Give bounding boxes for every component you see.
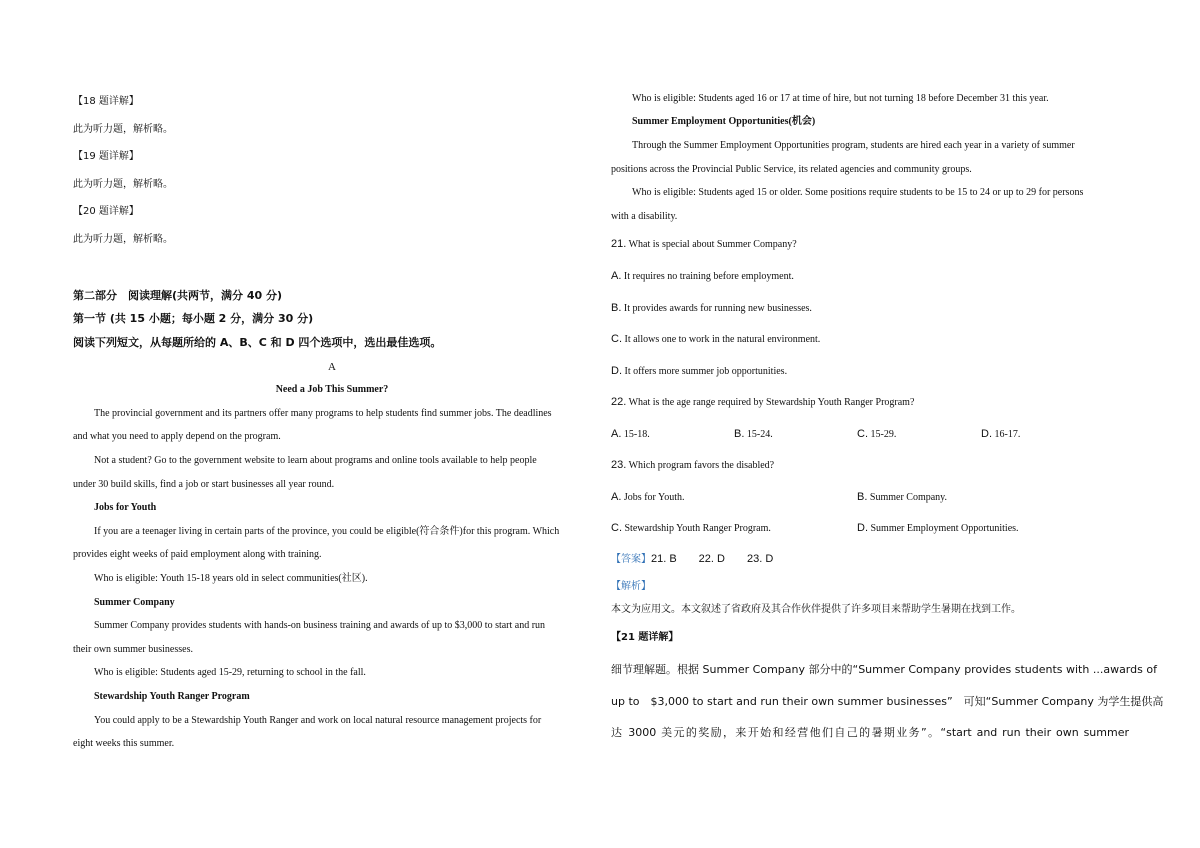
paragraph-1-line-2: and what you need to apply depend on the program. <box>73 431 281 442</box>
paragraph-4: Who is eligible: Youth 15-18 years old in select communities(社区). <box>94 573 368 584</box>
q18-body: 此为听力题，解析略。 <box>73 124 173 135</box>
detail-line-2: up to $3,000 to start and run their own summer businesses” 可知“Summer Company 为学生提供高 <box>611 695 1164 708</box>
q22-option-a: A. 15-18. <box>611 428 650 440</box>
passage-label: A <box>328 361 336 373</box>
question-22: 22. What is the age range required by Stewardship Youth Ranger Program? <box>611 396 915 408</box>
analysis-text: 本文为应用文。本文叙述了省政府及其合作伙伴提供了许多项目来帮助学生暑期在找到工作。 <box>611 604 1021 615</box>
paragraph-5-line-1: Summer Company provides students with hands-on business training and awards of up to $3,000 to start and run <box>94 620 546 631</box>
q21-option-b: B. It provides awards for running new businesses. <box>611 302 812 314</box>
q23-option-c: C. Stewardship Youth Ranger Program. <box>611 522 771 534</box>
paragraph-6: Who is eligible: Students aged 15-29, returning to school in the fall. <box>94 667 366 678</box>
heading-jobs-for-youth: Jobs for Youth <box>94 502 157 513</box>
section1-title: 第一节 (共 15 小题；每小题 2 分，满分 30 分) <box>73 312 314 325</box>
q21-option-d: D. It offers more summer job opportunities. <box>611 365 788 377</box>
q22-option-d: D. 16-17. <box>981 428 1021 440</box>
detail-line-3: 达 3000 美元的奖励，来开始和经营他们自己的暑期业务”。“start and run their own summer <box>611 726 1129 739</box>
q21-option-c: C. It allows one to work in the natural environment. <box>611 333 821 345</box>
q23-option-b: B. Summer Company. <box>857 491 948 503</box>
heading-stewardship: Stewardship Youth Ranger Program <box>94 691 250 702</box>
q23-option-a: A. Jobs for Youth. <box>611 491 685 503</box>
instruction: 阅读下列短文，从每题所给的 A、B、C 和 D 四个选项中，选出最佳选项。 <box>73 336 442 349</box>
part2-title: 第二部分 阅读理解(共两节，满分 40 分) <box>73 289 283 302</box>
paragraph-5-line-2: their own summer businesses. <box>73 644 193 655</box>
question-23: 23. Which program favors the disabled? <box>611 459 775 471</box>
q21-detail-heading: 【21 题详解】 <box>611 632 679 643</box>
analysis-label: 【解析】 <box>611 581 651 592</box>
q22-option-b: B. 15-24. <box>734 428 773 440</box>
paragraph-2-line-2: under 30 build skills, find a job or start businesses all year round. <box>73 479 335 490</box>
detail-line-1: 细节理解题。根据 Summer Company 部分中的“Summer Company provides students with ...awards of <box>611 663 1157 676</box>
paragraph-9-line-2: positions across the Provincial Public Service, its related agencies and community groups. <box>611 164 972 175</box>
paragraph-2-line-1: Not a student? Go to the government website to learn about programs and online tools available to help people <box>94 455 537 466</box>
q22-option-c: C. 15-29. <box>857 428 897 440</box>
paragraph-7-line-1: You could apply to be a Stewardship Youth Ranger and work on local natural resource management projects for <box>94 715 542 726</box>
paragraph-10-line-1: Who is eligible: Students aged 15 or older. Some positions require students to be 15 to 24 or up to 29 for persons <box>632 187 1084 198</box>
q19-heading: 【19 题详解】 <box>73 151 139 162</box>
heading-summer-company: Summer Company <box>94 597 175 608</box>
heading-summer-employment: Summer Employment Opportunities(机会) <box>632 116 816 127</box>
paragraph-3-line-2: provides eight weeks of paid employment along with training. <box>73 549 322 560</box>
q19-body: 此为听力题，解析略。 <box>73 179 173 190</box>
answer-line: 【答案】21. B 22. D 23. D <box>611 553 774 565</box>
q18-heading: 【18 题详解】 <box>73 96 139 107</box>
q20-body: 此为听力题，解析略。 <box>73 234 173 245</box>
paragraph-1-line-1: The provincial government and its partners offer many programs to help students find summer jobs. The deadlines <box>94 408 552 419</box>
paragraph-8: Who is eligible: Students aged 16 or 17 at time of hire, but not turning 18 before December 31 this year. <box>632 93 1049 104</box>
paragraph-7-line-2: eight weeks this summer. <box>73 738 175 749</box>
question-21: 21. What is special about Summer Company? <box>611 238 797 250</box>
paragraph-10-line-2: with a disability. <box>611 211 678 222</box>
q21-option-a: A. It requires no training before employment. <box>611 270 794 282</box>
paragraph-3-line-1: If you are a teenager living in certain parts of the province, you could be eligible(符合条件)for this program. Which <box>94 526 560 537</box>
paragraph-9-line-1: Through the Summer Employment Opportunities program, students are hired each year in a variety of summer <box>632 140 1075 151</box>
q20-heading: 【20 题详解】 <box>73 206 139 217</box>
q23-option-d: D. Summer Employment Opportunities. <box>857 522 1019 534</box>
passage-title: Need a Job This Summer? <box>275 384 389 395</box>
